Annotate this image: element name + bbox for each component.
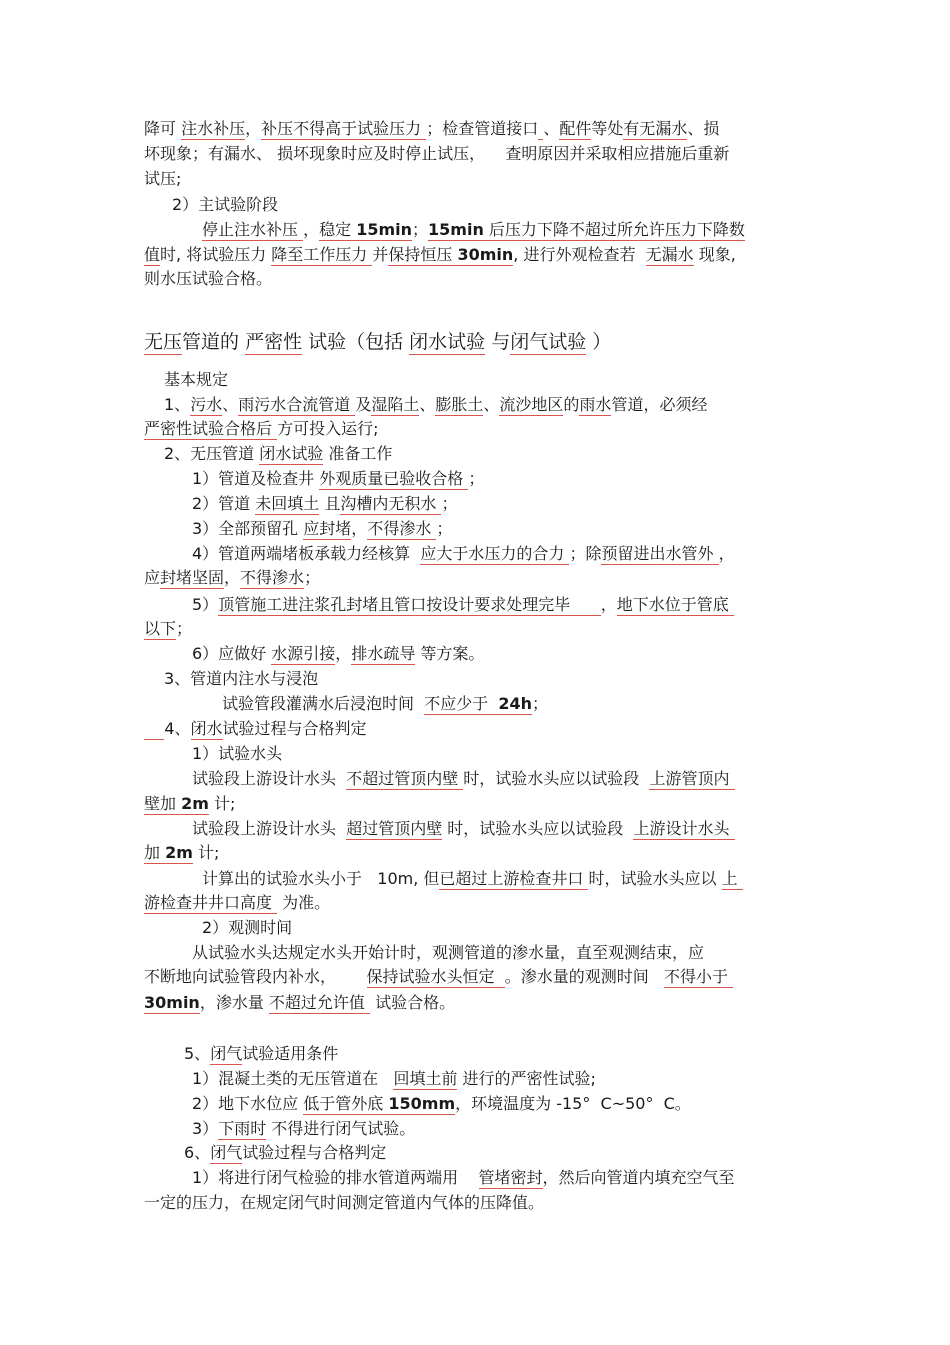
- underlined-term: 以下: [144, 619, 177, 638]
- text-segment: 试验合格。: [370, 993, 456, 1012]
- underlined-term: 水源引接: [271, 644, 336, 663]
- text-line: [184, 1142, 864, 1164]
- text-segment: 时，试验水头应以: [588, 869, 722, 888]
- underlined-term: 不超过允许值: [268, 993, 370, 1012]
- text-segment: 应: [144, 568, 161, 587]
- underlined-term: 降至工作压力: [271, 245, 373, 264]
- underlined-term: 已超过上游检查井口: [439, 869, 589, 888]
- text-line: [164, 668, 844, 690]
- text-segment: 5）: [192, 595, 219, 614]
- underlined-term: 沟槽内无积水: [340, 494, 442, 513]
- text-segment: 与: [485, 331, 511, 353]
- text-segment: 2）管道: [192, 494, 256, 513]
- text-segment: ；检查管道接口: [426, 119, 539, 138]
- text-segment: ；: [304, 568, 321, 587]
- text-segment: 方可投入运行;: [277, 419, 379, 438]
- text-line: [192, 818, 872, 840]
- text-segment: 、损: [687, 119, 720, 138]
- text-segment: , 进行外观检查若: [513, 245, 646, 264]
- text-segment: ，: [335, 644, 352, 663]
- text-line: [144, 966, 824, 988]
- text-segment: ，环境温度为 -15° C~50° C。: [455, 1094, 691, 1113]
- text-segment: 试验（包括: [302, 331, 410, 353]
- text-line: [172, 194, 852, 216]
- underlined-term: 排水疏导: [351, 644, 416, 663]
- underlined-term: 严密性: [245, 331, 303, 353]
- text-segment: ；: [412, 220, 429, 239]
- underlined-term: 不应少于: [424, 694, 499, 713]
- text-segment: ，: [600, 595, 617, 614]
- text-segment: ，: [718, 544, 735, 563]
- text-segment: 6）应做好: [192, 644, 272, 663]
- text-segment: 4）管道两端堵板承载力经核算: [192, 544, 421, 563]
- underlined-term: 闭气: [210, 1143, 243, 1162]
- text-segment: 现象,: [693, 245, 736, 264]
- text-segment: 4、: [164, 719, 191, 738]
- underlined-term: 稳定: [319, 220, 357, 239]
- text-line: [164, 369, 844, 391]
- underlined-term: 严密性试验合格后: [144, 419, 278, 438]
- text-segment: ；: [436, 519, 453, 538]
- text-segment: 从试验水头达规定水头开始计时，观测管道的渗水量，直至观测结束，应: [192, 943, 705, 962]
- text-segment: 计算出的试验水头小于 10m, 但: [202, 869, 440, 888]
- underlined-term: 污水: [190, 395, 223, 414]
- text-segment: 计;: [208, 794, 236, 813]
- text-segment: ，: [351, 519, 368, 538]
- section-heading: [144, 329, 824, 355]
- text-segment: 坏现象；有漏水、 损坏现象时应及时停止试压， 查明原因并采取相应措施后重新: [144, 144, 730, 163]
- underlined-term: 值: [144, 245, 161, 264]
- text-segment: 1、: [164, 395, 191, 414]
- underlined-term: 未回填土: [255, 494, 320, 513]
- text-segment: 试压;: [144, 169, 182, 188]
- text-line: [144, 1192, 824, 1214]
- underlined-term: 闭气: [210, 1044, 243, 1063]
- underlined-term: 壁加: [144, 794, 182, 813]
- text-line: [202, 219, 882, 241]
- text-segment: 时, 将试验压力: [160, 245, 272, 264]
- text-segment: 、: [419, 395, 436, 414]
- underlined-term: 不得渗水: [240, 568, 305, 587]
- text-segment: 1）试验水头: [192, 744, 283, 763]
- underlined-term: 顶管施工进注浆孔封堵且管口按设计要求处理完毕: [218, 595, 601, 614]
- text-line: [192, 942, 872, 964]
- underlined-term: 游检查井井口高度: [144, 893, 278, 912]
- text-segment: 1）将进行闭气检验的排水管道两端用: [192, 1168, 479, 1187]
- text-segment: ，: [245, 119, 262, 138]
- text-segment: 2）地下水位应: [192, 1094, 304, 1113]
- text-line: [144, 118, 824, 140]
- text-line: [144, 892, 824, 914]
- underlined-term: 后压力下降不超过所允许压力下降数: [483, 220, 745, 239]
- underlined-term: 预留进出水管外: [601, 544, 719, 563]
- underlined-term: 回填土前: [393, 1069, 458, 1088]
- underlined-term: 外观质量已验收合格: [319, 469, 469, 488]
- underlined-term: 有无漏水: [623, 119, 688, 138]
- underlined-term: 下雨时: [218, 1119, 267, 1138]
- text-segment: 并: [372, 245, 389, 264]
- text-segment: 则水压试验合格。: [144, 269, 273, 288]
- text-segment: 且: [319, 494, 341, 513]
- text-segment: 进行的严密性试验;: [457, 1069, 596, 1088]
- underlined-term: 闭水试验: [409, 331, 486, 353]
- text-segment: 3、管道内注水与浸泡: [164, 669, 319, 688]
- text-line: [192, 1093, 872, 1115]
- text-segment: 1）混凝土类的无压管道在: [192, 1069, 394, 1088]
- text-line: [144, 168, 824, 190]
- text-line: [192, 543, 872, 565]
- text-segment: 试验适用条件: [242, 1044, 339, 1063]
- underlined-term: 超过管顶内壁: [346, 819, 443, 838]
- text-line: [144, 618, 824, 640]
- text-segment: 时，试验水头应以试验段: [463, 769, 650, 788]
- underlined-term: [144, 719, 164, 740]
- text-segment: ，然后向管道内填充空气至: [542, 1168, 735, 1187]
- text-line: [184, 1043, 864, 1065]
- text-segment: 3）全部预留孔: [192, 519, 304, 538]
- underlined-term: 配件: [559, 119, 592, 138]
- text-segment: 的: [563, 395, 580, 414]
- underlined-term: 雨水: [579, 395, 612, 414]
- text-segment: 、: [222, 395, 239, 414]
- text-line: [192, 743, 872, 765]
- underlined-term: 低于管外底: [303, 1094, 389, 1113]
- text-segment: 基本规定: [164, 370, 229, 389]
- underlined-term: 不得小于: [663, 967, 734, 986]
- text-segment: 计;: [192, 843, 220, 862]
- underlined-term: 闭水: [190, 719, 223, 738]
- text-segment: 试验过程与合格判定: [222, 719, 367, 738]
- underlined-term: 保持恒压: [388, 245, 458, 264]
- underlined-term: 闭水试验: [259, 444, 324, 463]
- text-segment: 5、: [184, 1044, 211, 1063]
- text-segment: 2、无压管道: [164, 444, 260, 463]
- underlined-term: 应封堵: [303, 519, 352, 538]
- bold-underlined-value: 24h: [498, 694, 533, 713]
- text-line: [144, 418, 824, 440]
- underlined-term: 雨污水合流管道: [238, 395, 356, 414]
- text-segment: ；: [176, 619, 193, 638]
- text-segment: 降可: [144, 119, 182, 138]
- text-segment: 3）: [192, 1119, 219, 1138]
- text-segment: 为准。: [277, 893, 331, 912]
- text-segment: 等处: [591, 119, 624, 138]
- bold-underlined-value: 2m: [165, 843, 193, 862]
- text-segment: ；: [468, 469, 485, 488]
- text-line: [202, 868, 882, 890]
- text-segment: 不得进行闭气试验。: [266, 1119, 416, 1138]
- text-line: [192, 643, 872, 665]
- text-line: [144, 143, 824, 165]
- text-line: [192, 768, 872, 790]
- underlined-term: 应大于水压力的合力: [420, 544, 570, 563]
- text-segment: 及: [355, 395, 372, 414]
- bold-underlined-value: 30min: [457, 245, 514, 264]
- text-segment: 等方案。: [415, 644, 485, 663]
- text-line: [144, 244, 824, 266]
- underlined-term: 上游设计水头: [633, 819, 735, 838]
- text-line: [222, 693, 902, 715]
- text-segment: 、: [543, 119, 560, 138]
- text-line: [192, 518, 872, 540]
- text-segment: 管道的: [182, 331, 246, 353]
- bold-underlined-value: 15min: [356, 220, 413, 239]
- underlined-term: 膨胀土: [435, 395, 484, 414]
- underlined-term: 湿陷土: [371, 395, 420, 414]
- text-segment: 管道，必须经: [611, 395, 708, 414]
- text-segment: 2）主试验阶段: [172, 195, 279, 214]
- text-segment: 、: [483, 395, 500, 414]
- underlined-term: 加: [144, 843, 166, 862]
- underlined-term: 无漏水: [645, 245, 694, 264]
- text-line: [144, 842, 824, 864]
- text-line: [192, 1118, 872, 1140]
- text-line: [192, 1167, 872, 1189]
- text-segment: 试验段上游设计水头: [192, 769, 347, 788]
- text-line: [144, 567, 824, 589]
- underlined-term: 停止注水补压: [202, 220, 304, 239]
- text-segment: ；: [532, 694, 549, 713]
- text-line: [144, 793, 824, 815]
- text-line: [192, 1068, 872, 1090]
- bold-underlined-value: 150mm: [388, 1094, 456, 1113]
- underlined-term: 上: [721, 869, 743, 888]
- text-line: [144, 718, 824, 740]
- text-segment: ，: [224, 568, 241, 587]
- text-segment: 不断地向试验管段内补水，: [144, 967, 367, 986]
- underlined-term: 无压: [144, 331, 183, 353]
- text-line: [144, 268, 824, 290]
- text-segment: 试验管段灌满水后浸泡时间: [222, 694, 425, 713]
- text-line: [192, 493, 872, 515]
- text-line: [164, 394, 844, 416]
- bold-underlined-value: 2m: [181, 794, 209, 813]
- text-line: [144, 992, 824, 1014]
- text-line: [164, 443, 844, 465]
- text-segment: 2）观测时间: [202, 918, 293, 937]
- underlined-term: 不得渗水: [367, 519, 437, 538]
- text-segment: 一定的压力，在规定闭气时间测定管道内气体的压降值。: [144, 1193, 545, 1212]
- text-line: [192, 594, 872, 616]
- text-segment: ，渗水量: [199, 993, 269, 1012]
- underlined-term: 保持试验水头恒定: [366, 967, 505, 986]
- text-segment: 时，试验水头应以试验段: [442, 819, 634, 838]
- underlined-term: 不超过管顶内壁: [346, 769, 464, 788]
- text-segment: 试验过程与合格判定: [242, 1143, 387, 1162]
- underlined-term: 地下水位于管底: [616, 595, 734, 614]
- text-segment: 。渗水量的观测时间: [504, 967, 664, 986]
- underlined-term: 封堵坚固: [160, 568, 225, 587]
- underlined-term: 注水补压: [181, 119, 246, 138]
- text-segment: 6、: [184, 1143, 211, 1162]
- text-line: [192, 468, 872, 490]
- underlined-term: 闭气试验: [510, 331, 587, 353]
- underlined-term: 流沙地区: [499, 395, 564, 414]
- text-segment: ；: [441, 494, 458, 513]
- underlined-term: 补压不得高于试验压力: [261, 119, 427, 138]
- text-segment: ）: [586, 331, 612, 353]
- underlined-term: 管堵密封: [478, 1168, 543, 1187]
- text-segment: ；除: [569, 544, 602, 563]
- text-segment: 试验段上游设计水头: [192, 819, 347, 838]
- bold-underlined-value: 15min: [428, 220, 484, 239]
- text-segment: ，: [303, 220, 320, 239]
- underlined-term: 上游管顶内: [649, 769, 735, 788]
- text-segment: 1）管道及检查井: [192, 469, 320, 488]
- text-line: [202, 917, 882, 939]
- text-segment: 准备工作: [323, 444, 393, 463]
- bold-underlined-value: 30min: [144, 993, 200, 1012]
